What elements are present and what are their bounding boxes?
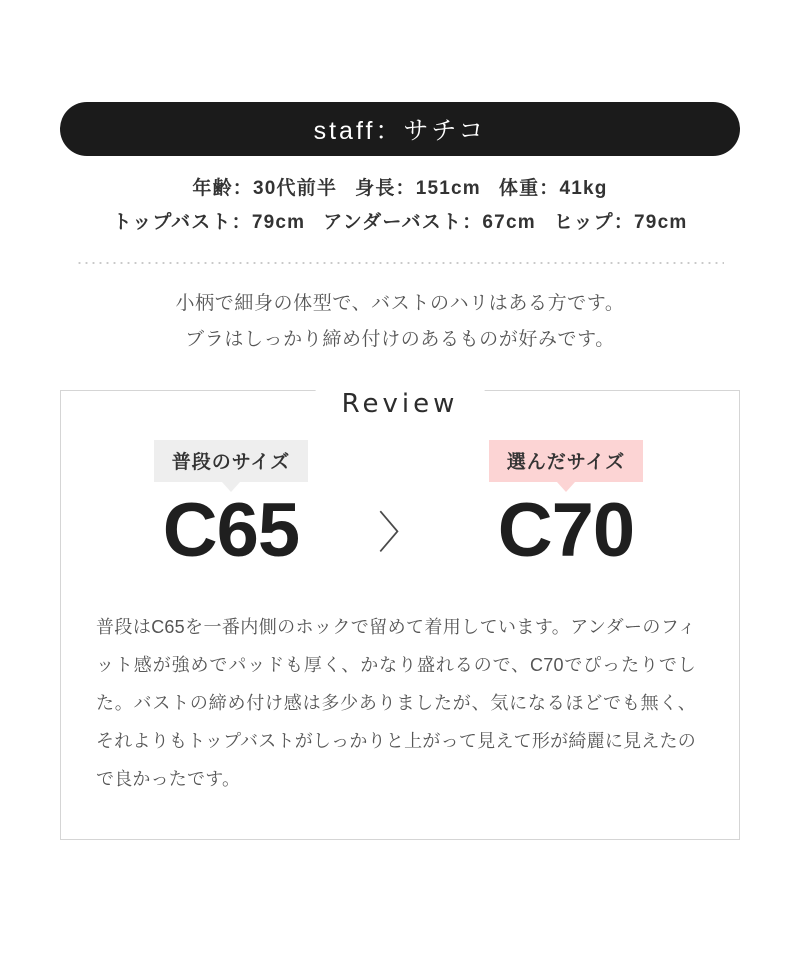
- arrow-right-icon: 〉: [378, 509, 422, 558]
- review-body-text: 普段はC65を一番内側のホックで留めて着用しています。アンダーのフィット感が強めでパッドも厚く、かなり盛れるので、C70でぴったりでした。バストの締め付け感は多少ありましたが、気になるほどでも無く、それよりもトップバストがしっかりと上がって見えて形が綺麗に見えたので良かったです。: [96, 617, 696, 789]
- chosen-size-tag: 選んだサイズ: [489, 440, 643, 482]
- profile-weight: 体重：41kg: [498, 178, 608, 199]
- review-title: Review: [316, 388, 485, 420]
- staff-name-label: staff：サチコ: [313, 117, 487, 145]
- staff-comment-line-2: ブラはしっかり締め付けのあるものが好みです。: [185, 329, 615, 350]
- usual-size-tag: 普段のサイズ: [154, 440, 308, 482]
- profile-hip: ヒップ：79cm: [553, 212, 688, 233]
- profile-stats-row-1: [0, 172, 800, 206]
- profile-age: 年齢：30代前半: [192, 178, 338, 199]
- profile-height: 身長：151cm: [355, 178, 481, 199]
- profile-stats-row-2: [0, 206, 800, 240]
- profile-under-bust: アンダーバスト：67cm: [323, 212, 536, 233]
- staff-banner: [60, 102, 740, 156]
- chosen-size-block: [416, 440, 716, 574]
- profile-stats: [0, 172, 800, 240]
- usual-size-value: C65: [162, 488, 300, 573]
- staff-comment: [0, 286, 800, 358]
- profile-top-bust: トップバスト：79cm: [112, 212, 306, 233]
- size-comparison: [61, 440, 739, 600]
- staff-comment-line-1: 小柄で細身の体型で、バストのハリはある方です。: [175, 293, 625, 314]
- chosen-size-value: C70: [497, 488, 635, 573]
- usual-size-block: [81, 440, 381, 574]
- dotted-divider: [76, 262, 724, 264]
